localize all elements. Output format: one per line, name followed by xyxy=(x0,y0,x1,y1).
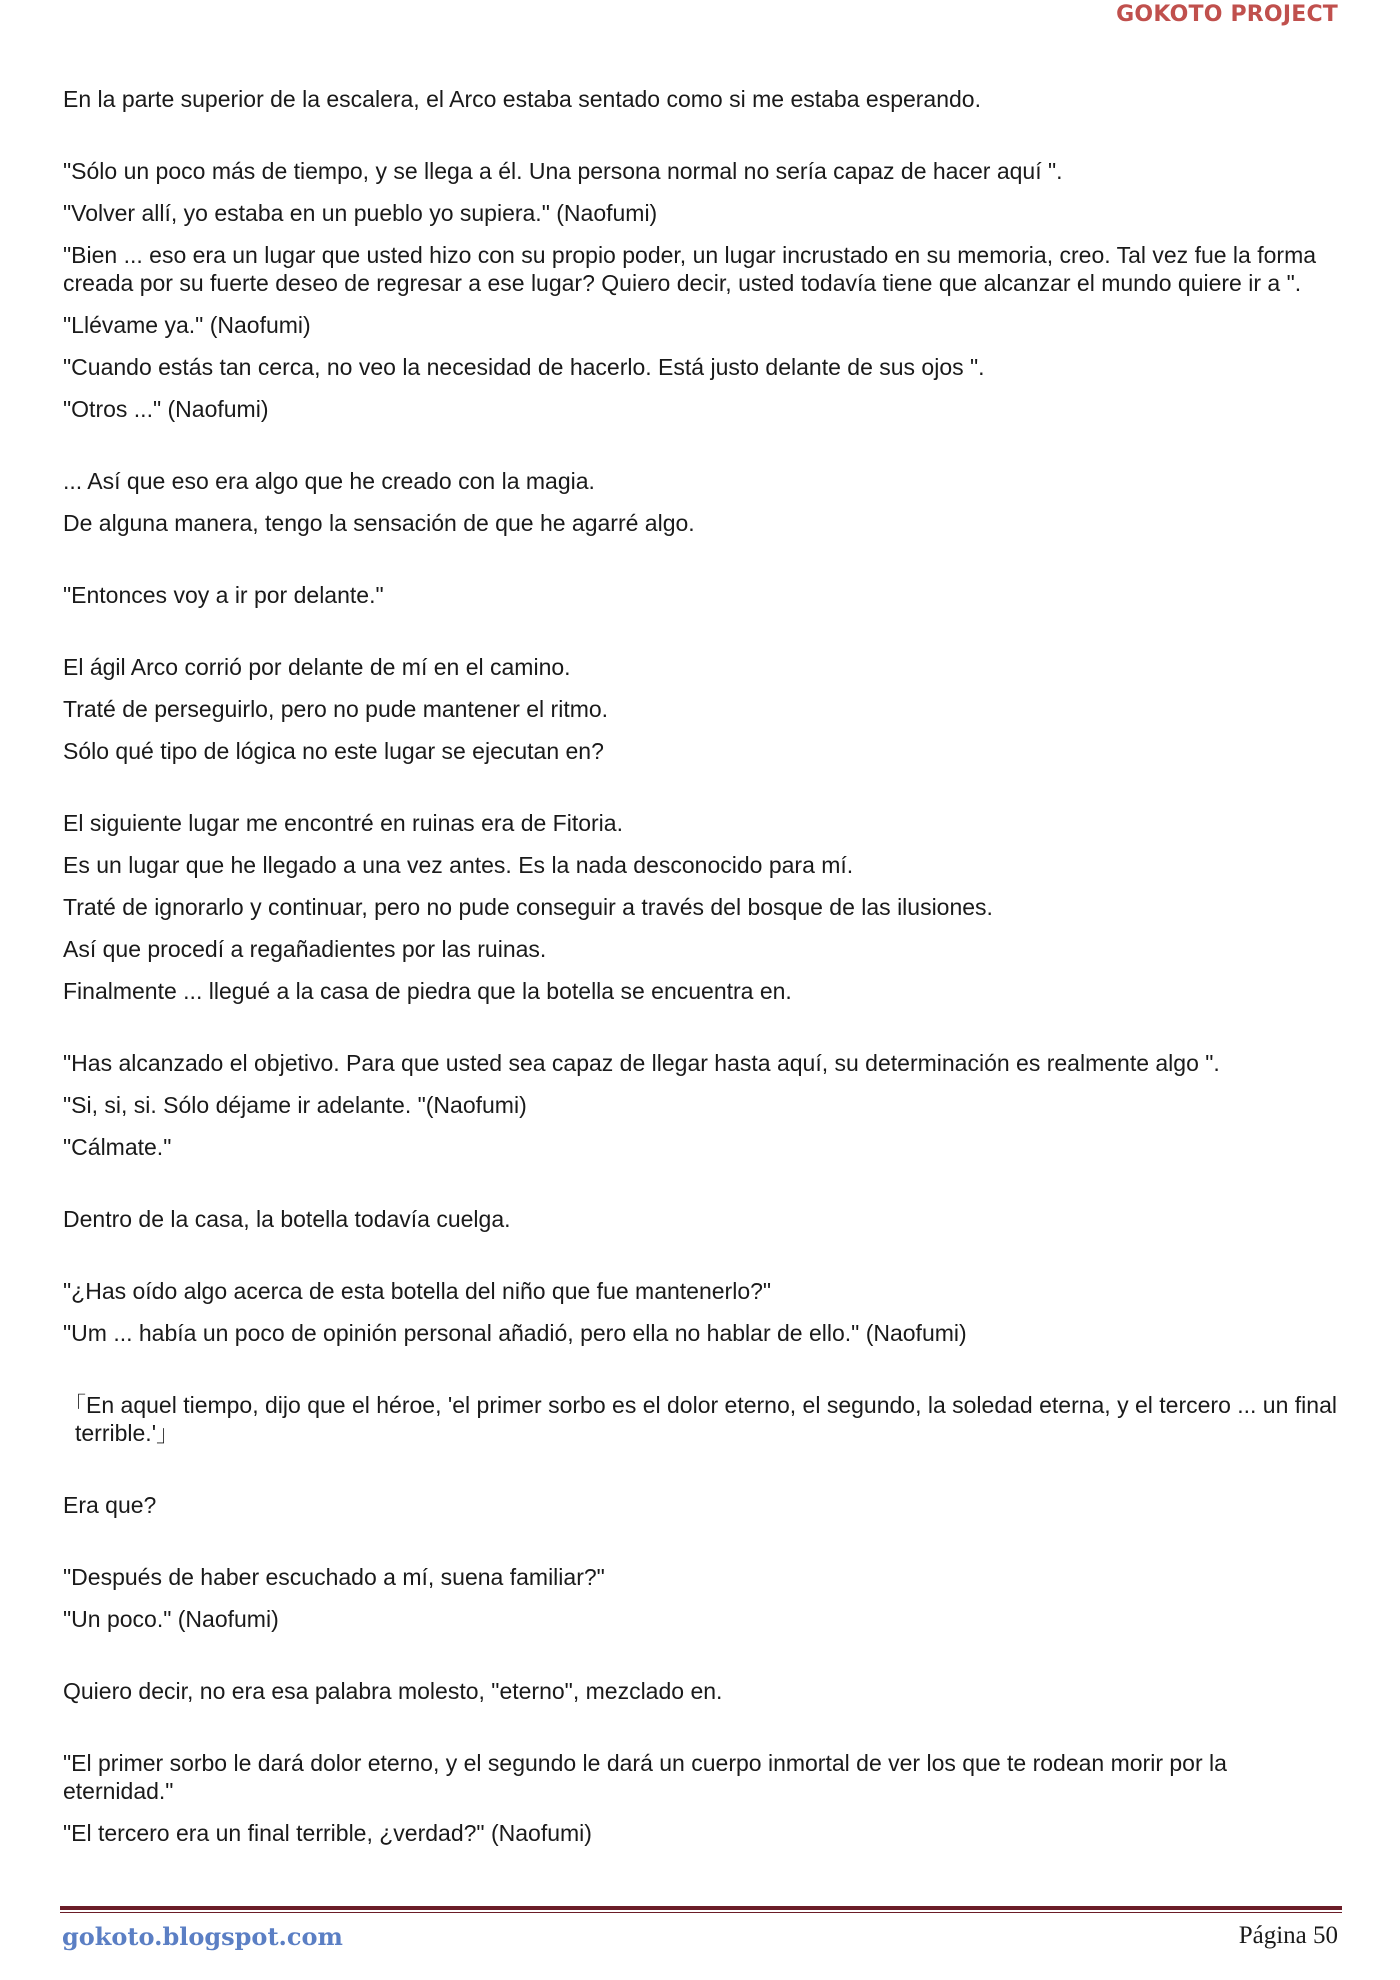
paragraph: "Sólo un poco más de tiempo, y se llega a él. Una persona normal no sería capaz de hacer aquí ". xyxy=(63,158,1063,184)
paragraph: "El primer sorbo le dará dolor eterno, y el segundo le dará un cuerpo inmortal de ver los que te rodean morir por la eternidad." xyxy=(63,1750,1227,1804)
paragraph: "¿Has oído algo acerca de esta botella del niño que fue mantenerlo?" xyxy=(63,1278,772,1304)
paragraph: En la parte superior de la escalera, el Arco estaba sentado como si me estaba esperando. xyxy=(63,86,981,112)
paragraph: El siguiente lugar me encontré en ruinas era de Fitoria. xyxy=(63,810,623,836)
paragraph: Finalmente ... llegué a la casa de piedra que la botella se encuentra en. xyxy=(63,978,792,1004)
paragraph: "Entonces voy a ir por delante." xyxy=(63,582,384,608)
paragraph: Es un lugar que he llegado a una vez antes. Es la nada desconocido para mí. xyxy=(63,852,854,878)
paragraph: El ágil Arco corrió por delante de mí en el camino. xyxy=(63,654,571,680)
paragraph: "Un poco." (Naofumi) xyxy=(63,1606,279,1632)
paragraph: Quiero decir, no era esa palabra molesto, "eterno", mezclado en. xyxy=(63,1678,723,1704)
paragraph: ... Así que eso era algo que he creado con la magia. xyxy=(63,468,595,494)
paragraph: Así que procedí a regañadientes por las ruinas. xyxy=(63,936,547,962)
paragraph: Sólo qué tipo de lógica no este lugar se ejecutan en? xyxy=(63,738,604,764)
paragraph: De alguna manera, tengo la sensación de que he agarré algo. xyxy=(63,510,695,536)
paragraph: "Has alcanzado el objetivo. Para que usted sea capaz de llegar hasta aquí, su determinación es realmente algo ". xyxy=(63,1050,1220,1076)
paragraph: "Después de haber escuchado a mí, suena familiar?" xyxy=(63,1564,605,1590)
page-content xyxy=(63,85,1338,1861)
paragraph: "Si, si, si. Sólo déjame ir adelante. "(Naofumi) xyxy=(63,1092,527,1118)
paragraph: "Um ... había un poco de opinión personal añadió, pero ella no hablar de ello." (Naofumi) xyxy=(63,1320,967,1346)
paragraph: "Bien ... eso era un lugar que usted hizo con su propio poder, un lugar incrustado en su memoria, creo. Tal vez fue la forma creada por su fuerte deseo de regresar a ese lugar? Quiero decir, usted todavía tiene que alcanzar el mundo quiere ir a ". xyxy=(63,242,1317,296)
paragraph: 「En aquel tiempo, dijo que el héroe, 'el primer sorbo es el dolor eterno, el segundo, la soledad eterna, y el tercero ... un final terrible.'」 xyxy=(63,1392,1337,1446)
footer-site-link[interactable]: gokoto.blogspot.com xyxy=(62,1922,343,1951)
header-title: GOKOTO PROJECT xyxy=(1116,2,1338,27)
paragraph: Dentro de la casa, la botella todavía cuelga. xyxy=(63,1206,511,1232)
paragraph: Traté de ignorarlo y continuar, pero no pude conseguir a través del bosque de las ilusiones. xyxy=(63,894,993,920)
paragraph: "Otros ..." (Naofumi) xyxy=(63,396,269,422)
paragraph: "Volver allí, yo estaba en un pueblo yo supiera." (Naofumi) xyxy=(63,200,658,226)
paragraph: Era que? xyxy=(63,1492,157,1518)
paragraph: Traté de perseguirlo, pero no pude mantener el ritmo. xyxy=(63,696,609,722)
paragraph: "Cuando estás tan cerca, no veo la necesidad de hacerlo. Está justo delante de sus ojos ". xyxy=(63,354,985,380)
paragraph: "Cálmate." xyxy=(63,1134,172,1160)
paragraph: "El tercero era un final terrible, ¿verdad?" (Naofumi) xyxy=(63,1820,592,1846)
footer-page-number: Página 50 xyxy=(1238,1922,1338,1949)
paragraph: "Llévame ya." (Naofumi) xyxy=(63,312,311,338)
